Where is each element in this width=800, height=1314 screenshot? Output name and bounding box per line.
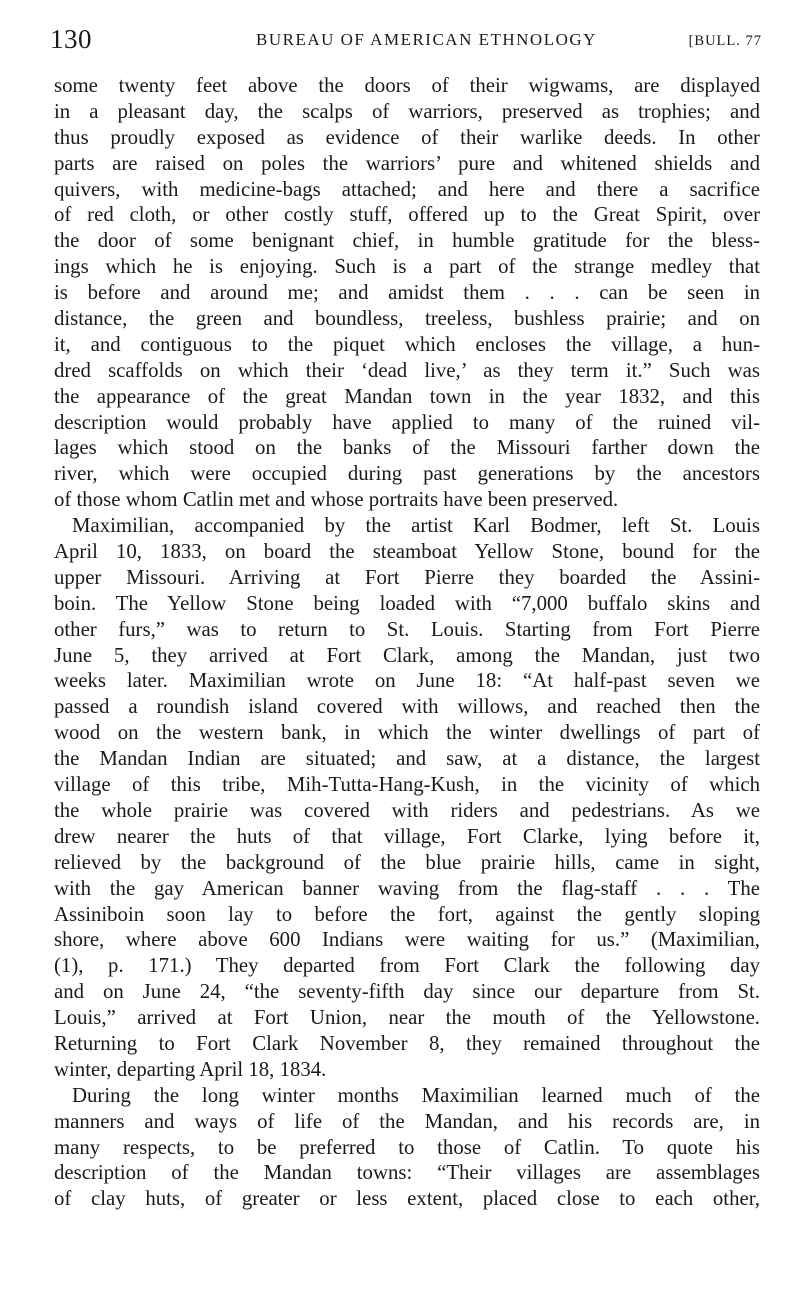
bulletin-reference: [BULL. 77: [688, 33, 762, 49]
text-line: of red cloth, or other costly stuff, offered up to the Great Spirit, over: [54, 203, 760, 227]
text-line: shore, where above 600 Indians were waiting for us.” (Maximilian,: [54, 928, 760, 952]
text-line: of those whom Catlin met and whose portraits have been preserved.: [54, 488, 619, 512]
text-line: lages which stood on the banks of the Missouri farther down the: [54, 436, 760, 460]
text-line: drew nearer the huts of that village, Fort Clarke, lying before it,: [54, 824, 760, 848]
page-number: 130: [50, 24, 92, 54]
text-line: wood on the western bank, in which the winter dwellings of part of: [54, 721, 760, 745]
text-line: in a pleasant day, the scalps of warriors, preserved as trophies; and: [54, 99, 760, 123]
text-line: upper Missouri. Arriving at Fort Pierre they boarded the Assini-: [54, 565, 760, 589]
text-line: the whole prairie was covered with riders and pedestrians. As we: [54, 798, 760, 822]
text-line: the Mandan Indian are situated; and saw, at a distance, the largest: [54, 747, 760, 771]
text-line: quivers, with medicine-bags attached; and here and there a sacrifice: [54, 177, 760, 201]
text-line: During the long winter months Maximilian learned much of the: [72, 1083, 760, 1107]
text-line: other furs,” was to return to St. Louis. Starting from Fort Pierre: [54, 617, 760, 641]
text-line: many respects, to be preferred to those of Catlin. To quote his: [54, 1135, 760, 1159]
text-line: thus proudly exposed as evidence of their warlike deeds. In other: [54, 125, 760, 149]
text-line: Louis,” arrived at Fort Union, near the mouth of the Yellowstone.: [54, 1006, 760, 1030]
text-line: (1), p. 171.) They departed from Fort Clark the following day: [54, 954, 760, 978]
text-line: June 5, they arrived at Fort Clark, among the Mandan, just two: [54, 643, 760, 667]
text-line: with the gay American banner waving from the flag-staff . . . The: [54, 876, 760, 900]
text-line: of clay huts, of greater or less extent, placed close to each other,: [54, 1187, 760, 1211]
body-text: [54, 73, 760, 1212]
text-line: Assiniboin soon lay to before the fort, against the gently sloping: [54, 902, 760, 926]
text-line: dred scaffolds on which their ‘dead live,’ as they term it.” Such was: [54, 358, 760, 382]
text-line: and on June 24, “the seventy-fifth day since our departure from St.: [54, 980, 760, 1004]
text-line: April 10, 1833, on board the steamboat Yellow Stone, bound for the: [54, 540, 760, 564]
text-line: it, and contiguous to the piquet which encloses the village, a hun-: [54, 332, 760, 356]
text-line: Returning to Fort Clark November 8, they remained throughout the: [54, 1031, 760, 1055]
text-line: the door of some benignant chief, in humble gratitude for the bless-: [54, 229, 760, 253]
text-line: winter, departing April 18, 1834.: [54, 1057, 327, 1081]
text-line: the appearance of the great Mandan town in the year 1832, and this: [54, 384, 760, 408]
text-line: description would probably have applied to many of the ruined vil-: [54, 410, 760, 434]
text-line: river, which were occupied during past generations by the ancestors: [54, 462, 760, 486]
text-line: passed a roundish island covered with willows, and reached then the: [54, 695, 760, 719]
page-header: [50, 22, 762, 56]
text-line: village of this tribe, Mih-Tutta-Hang-Kush, in the vicinity of which: [54, 773, 760, 797]
text-line: distance, the green and boundless, treeless, bushless prairie; and on: [54, 307, 760, 331]
text-line: parts are raised on poles the warriors’ pure and whitened shields and: [54, 151, 760, 175]
text-line: relieved by the background of the blue prairie hills, came in sight,: [54, 850, 760, 874]
text-line: manners and ways of life of the Mandan, and his records are, in: [54, 1109, 760, 1133]
text-line: boin. The Yellow Stone being loaded with “7,000 buffalo skins and: [54, 591, 760, 615]
running-head: BUREAU OF AMERICAN ETHNOLOGY: [256, 30, 597, 49]
text-line: weeks later. Maximilian wrote on June 18: “At half-past seven we: [54, 669, 760, 693]
text-line: ings which he is enjoying. Such is a part of the strange medley that: [54, 255, 760, 279]
text-line: is before and around me; and amidst them . . . can be seen in: [54, 281, 760, 305]
text-line: Maximilian, accompanied by the artist Karl Bodmer, left St. Louis: [72, 514, 760, 538]
text-line: some twenty feet above the doors of their wigwams, are displayed: [54, 74, 760, 97]
text-line: description of the Mandan towns: “Their villages are assemblages: [54, 1161, 760, 1185]
